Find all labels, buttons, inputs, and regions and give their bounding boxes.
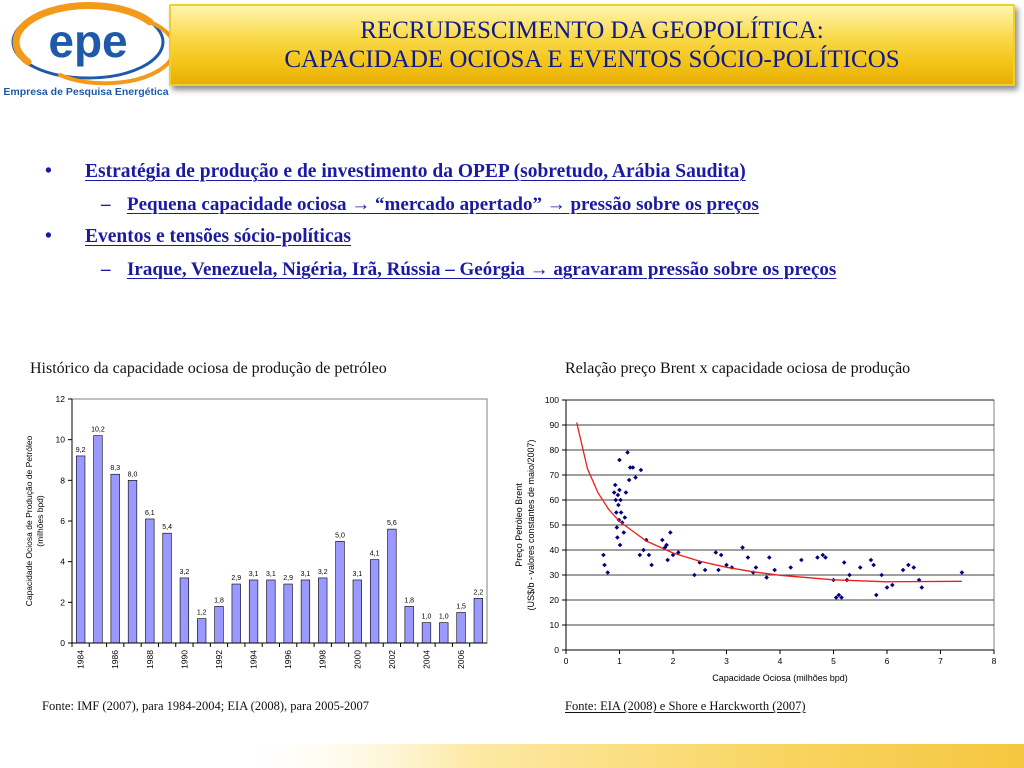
bar-data-label: 3,2 bbox=[179, 568, 190, 576]
bar-chart-y-axis-unit: (milhões bpd) bbox=[35, 495, 45, 547]
scatter-x-tick-label: 7 bbox=[938, 656, 943, 666]
bar-x-tick-label: 2006 bbox=[456, 650, 467, 669]
bar bbox=[318, 578, 327, 643]
bar-data-label: 9,2 bbox=[75, 446, 86, 454]
bar bbox=[76, 456, 85, 643]
sub-bullet-marker: – bbox=[101, 194, 111, 215]
bar-chart bbox=[22, 385, 495, 690]
sub-bullet-marker: – bbox=[101, 259, 111, 280]
scatter-chart-background bbox=[510, 390, 1000, 692]
bar-data-label: 2,2 bbox=[473, 589, 484, 597]
footer-gradient-band bbox=[230, 744, 1024, 768]
bar bbox=[249, 580, 258, 643]
bar-data-label: 1,2 bbox=[196, 609, 207, 617]
scatter-y-tick-label: 50 bbox=[549, 520, 559, 530]
right-chart-source bbox=[565, 699, 806, 714]
bar-data-label: 10,2 bbox=[91, 426, 105, 434]
scatter-x-tick-label: 4 bbox=[777, 656, 783, 666]
bar bbox=[474, 598, 483, 643]
bar-y-tick-label: 10 bbox=[55, 434, 65, 445]
bar-x-tick-label: 2004 bbox=[421, 650, 432, 669]
bar bbox=[128, 480, 137, 643]
bar-data-label: 1,5 bbox=[456, 603, 466, 611]
bullet-text: Eventos e tensões sócio-políticas bbox=[85, 226, 351, 247]
sub-bullet-item bbox=[101, 194, 759, 216]
bar bbox=[439, 623, 448, 643]
scatter-chart-y-axis-unit: (US$/b - valores constantes de maio/2007) bbox=[526, 439, 536, 611]
slide-title-line-1: RECRUDESCIMENTO DA GEOPOLÍTICA: bbox=[360, 17, 824, 44]
bullet-item bbox=[45, 226, 351, 248]
bar-x-tick-label: 1986 bbox=[110, 650, 121, 669]
footer-decoration bbox=[0, 742, 1024, 768]
right-chart-caption: Relação preço Brent x capacidade ociosa de produção bbox=[565, 360, 911, 377]
scatter-chart-y-axis-label: Preço Petróleo Brent bbox=[514, 483, 524, 567]
bar bbox=[336, 541, 345, 643]
bar bbox=[301, 580, 310, 643]
bar bbox=[405, 606, 414, 643]
bar-y-tick-label: 6 bbox=[60, 516, 65, 526]
bar bbox=[284, 584, 293, 643]
bar-chart-y-axis-label: Capacidade Ociosa de Produção de Petróleo bbox=[24, 435, 34, 607]
bar-y-tick-label: 12 bbox=[55, 394, 65, 404]
bar-data-label: 3,1 bbox=[352, 570, 363, 578]
scatter-chart-x-axis-label: Capacidade Ociosa (milhões bpd) bbox=[712, 673, 848, 683]
scatter-y-tick-label: 0 bbox=[554, 645, 559, 655]
bar bbox=[197, 619, 206, 643]
bar-x-tick-label: 2000 bbox=[352, 650, 363, 669]
scatter-y-tick-label: 90 bbox=[549, 420, 559, 430]
slide-title-line-2: CAPACIDADE OCIOSA E EVENTOS SÓCIO-POLÍTICOS bbox=[284, 46, 900, 73]
bar-data-label: 5,0 bbox=[335, 532, 345, 540]
epe-logo bbox=[0, 0, 172, 100]
scatter-y-tick-label: 100 bbox=[544, 395, 559, 405]
bar-y-tick-label: 0 bbox=[60, 638, 65, 648]
bar-data-label: 8,3 bbox=[110, 465, 121, 473]
bar bbox=[232, 584, 241, 643]
bar-data-label: 4,1 bbox=[369, 550, 380, 558]
slide-title-banner bbox=[169, 4, 1015, 86]
scatter-y-tick-label: 70 bbox=[549, 470, 559, 480]
scatter-x-tick-label: 2 bbox=[670, 656, 676, 666]
bar-x-tick-label: 1988 bbox=[144, 650, 155, 669]
bar-x-tick-label: 1984 bbox=[75, 650, 86, 669]
bar-y-tick-label: 2 bbox=[60, 597, 65, 608]
bar-data-label: 5,6 bbox=[387, 520, 397, 528]
bullet-item bbox=[45, 161, 746, 183]
bar-data-label: 1,0 bbox=[421, 613, 432, 621]
scatter-x-tick-label: 6 bbox=[884, 656, 890, 666]
scatter-x-tick-label: 1 bbox=[617, 656, 622, 666]
right-chart-source-text: Fonte: EIA (2008) e Shore e Harckworth (2007) bbox=[565, 699, 806, 713]
bar bbox=[353, 580, 362, 643]
bar-data-label: 2,9 bbox=[231, 575, 242, 583]
bar bbox=[422, 623, 431, 643]
bar-data-label: 3,2 bbox=[317, 568, 328, 576]
bar-data-label: 3,1 bbox=[300, 570, 311, 578]
bar bbox=[163, 533, 172, 643]
bar bbox=[457, 613, 466, 644]
bar-x-tick-label: 1992 bbox=[213, 650, 224, 669]
bar-data-label: 1,0 bbox=[438, 613, 449, 621]
bar-x-tick-label: 2002 bbox=[386, 650, 397, 669]
bar bbox=[180, 578, 189, 643]
left-chart-source: Fonte: IMF (2007), para 1984-2004; EIA (2008), para 2005-2007 bbox=[42, 699, 370, 713]
scatter-y-tick-label: 40 bbox=[549, 545, 559, 555]
scatter-x-tick-label: 5 bbox=[831, 656, 836, 666]
sub-bullet-text: Iraque, Venezuela, Nigéria, Irã, Rússia – Geórgia → agravaram pressão sobre os preços bbox=[127, 259, 837, 280]
bar-data-label: 6,1 bbox=[144, 509, 155, 517]
bar-data-label: 3,1 bbox=[265, 570, 276, 578]
bar-y-tick-label: 8 bbox=[60, 475, 65, 486]
scatter-x-tick-label: 8 bbox=[991, 656, 997, 666]
bar-x-tick-label: 1996 bbox=[283, 650, 294, 669]
scatter-y-tick-label: 20 bbox=[549, 595, 559, 605]
bullet-marker: • bbox=[45, 226, 52, 247]
scatter-y-tick-label: 80 bbox=[549, 445, 559, 455]
epe-logo-graphic bbox=[0, 0, 172, 100]
scatter-y-tick-label: 60 bbox=[549, 495, 559, 505]
bar bbox=[267, 580, 276, 643]
scatter-y-tick-label: 10 bbox=[549, 620, 559, 630]
bar bbox=[370, 560, 379, 643]
scatter-chart bbox=[510, 390, 1000, 692]
logo-acronym: epe bbox=[48, 15, 128, 67]
scatter-x-tick-label: 3 bbox=[724, 656, 729, 666]
bar-data-label: 1,8 bbox=[404, 597, 415, 605]
bullet-marker: • bbox=[45, 161, 52, 182]
scatter-y-tick-label: 30 bbox=[549, 570, 559, 580]
left-chart-caption: Histórico da capacidade ociosa de produção de petróleo bbox=[30, 360, 387, 377]
bar-data-label: 3,1 bbox=[248, 570, 259, 578]
bar-data-label: 1,8 bbox=[214, 597, 224, 605]
bullet-text: Estratégia de produção e de investimento da OPEP (sobretudo, Arábia Saudita) bbox=[85, 161, 746, 182]
bar-data-label: 2,9 bbox=[283, 575, 294, 583]
sub-bullet-text: Pequena capacidade ociosa → “mercado apertado” → pressão sobre os preços bbox=[127, 194, 759, 215]
sub-bullet-item bbox=[101, 259, 837, 281]
bar bbox=[111, 474, 120, 643]
bar bbox=[388, 529, 397, 643]
bar bbox=[94, 436, 103, 643]
scatter-x-tick-label: 0 bbox=[563, 656, 569, 666]
bar-x-tick-label: 1990 bbox=[179, 650, 190, 669]
bar-x-tick-label: 1994 bbox=[248, 650, 259, 669]
bar-x-tick-label: 1998 bbox=[317, 650, 328, 669]
bar bbox=[145, 519, 154, 643]
logo-subtitle: Empresa de Pesquisa Energética bbox=[3, 86, 169, 98]
bar-data-label: 8,0 bbox=[127, 471, 138, 479]
bar bbox=[215, 606, 224, 643]
bar-data-label: 5,4 bbox=[162, 524, 172, 532]
bar-y-tick-label: 4 bbox=[60, 556, 65, 567]
